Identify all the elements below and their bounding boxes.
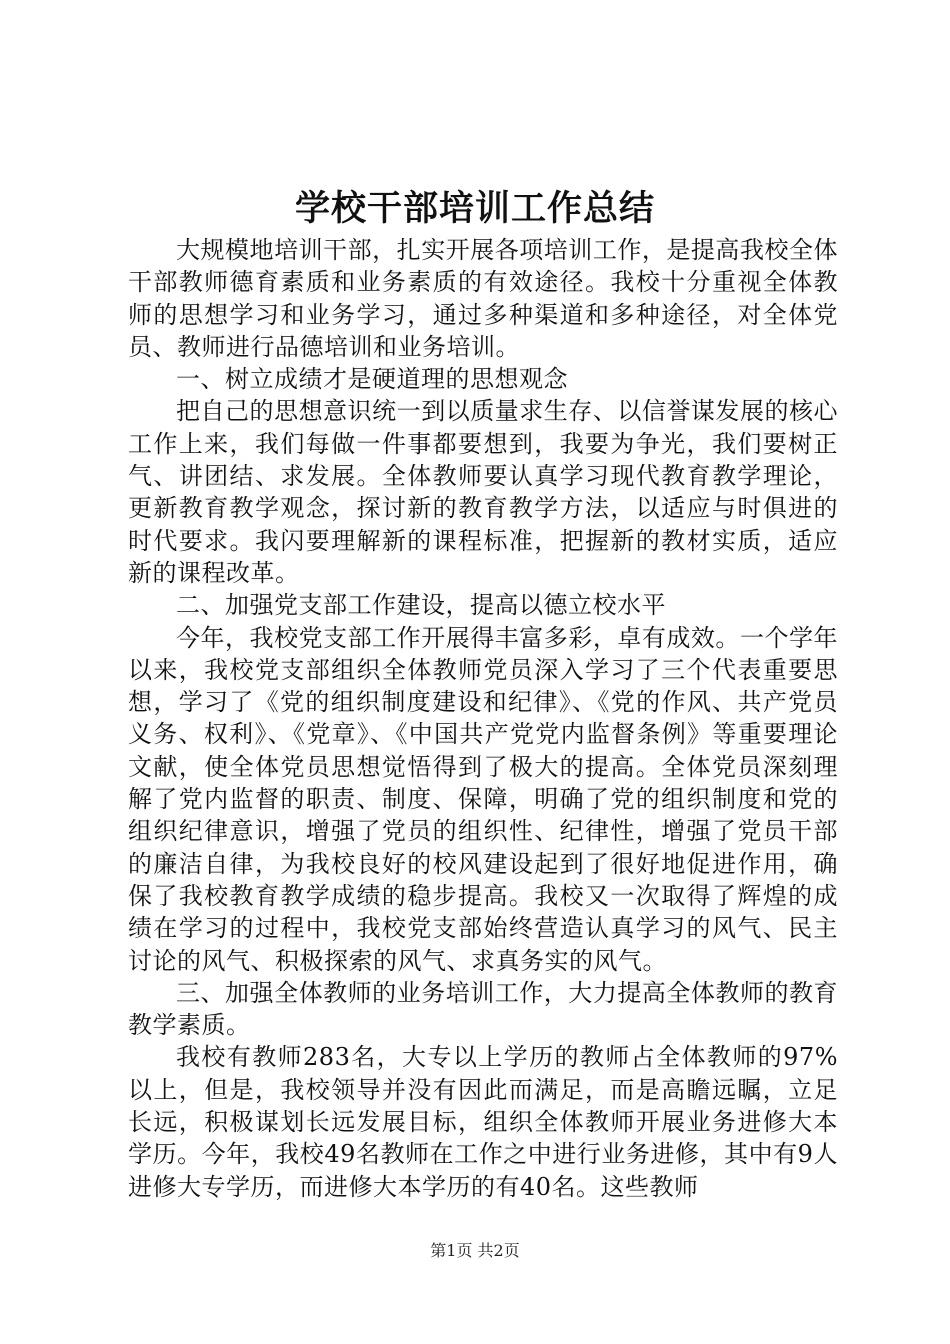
section-heading-3: 三、加强全体教师的业务培训工作，大力提高全体教师的教育教学素质。 xyxy=(128,978,838,1040)
paragraph-section-1: 把自己的思想意识统一到以质量求生存、以信誉谋发展的核心工作上来，我们每做一件事都要想到，我要为争光，我们要树正气、讲团结、求发展。全体教师要认真学习现代教育教学理论，更新教育教学观念，探讨新的教育教学方法，以适应与时俱进的时代要求。我闪要理解新的课程标准，把握新的教材实质，适应新的课程改革。 xyxy=(128,397,838,587)
page-number-footer: 第1页 共2页 xyxy=(430,1241,520,1260)
paragraph-intro: 大规模地培训干部，扎实开展各项培训工作，是提高我校全体干部教师德育素质和业务素质的有效途径。我校十分重视全体教师的思想学习和业务学习，通过多种渠道和多种途径，对全体党员、教师进行品德培训和业务培训。 xyxy=(128,236,838,361)
document-title: 学校干部培训工作总结 xyxy=(294,188,655,229)
document-body xyxy=(128,234,838,1203)
paragraph-section-3: 我校有教师283名，大专以上学历的教师占全体教师的97%以上，但是，我校领导并没有因此而满足，而是高瞻远瞩，立足长远，积极谋划长远发展目标，组织全体教师开展业务进修大本学历。今年，我校49名教师在工作之中进行业务进修，其中有9人进修大专学历，而进修大本学历的有40名。这些教师 xyxy=(128,1043,838,1201)
section-heading-1: 一、树立成绩才是硬道理的思想观念 xyxy=(176,365,568,394)
paragraph-section-2: 今年，我校党支部工作开展得丰富多彩，卓有成效。一个学年以来，我校党支部组织全体教师党员深入学习了三个代表重要思想，学习了《党的组织制度建设和纪律》、《党的作风、共产党员义务、权利》、《党章》、《中国共产党党内监督条例》等重要理论文献，使全体党员思想觉悟得到了极大的提高。全体党员深刻理解了党内监督的职责、制度、保障，明确了党的组织制度和党的组织纪律意识，增强了党员的组织性、纪律性，增强了党员干部的廉洁自律，为我校良好的校风建设起到了很好地促进作用，确保了我校教育教学成绩的稳步提高。我校又一次取得了辉煌的成绩在学习的过程中，我校党支部始终营造认真学习的风气、民主讨论的风气、积极探索的风气、求真务实的风气。 xyxy=(128,623,838,975)
section-heading-2: 二、加强党支部工作建设，提高以德立校水平 xyxy=(176,591,666,620)
